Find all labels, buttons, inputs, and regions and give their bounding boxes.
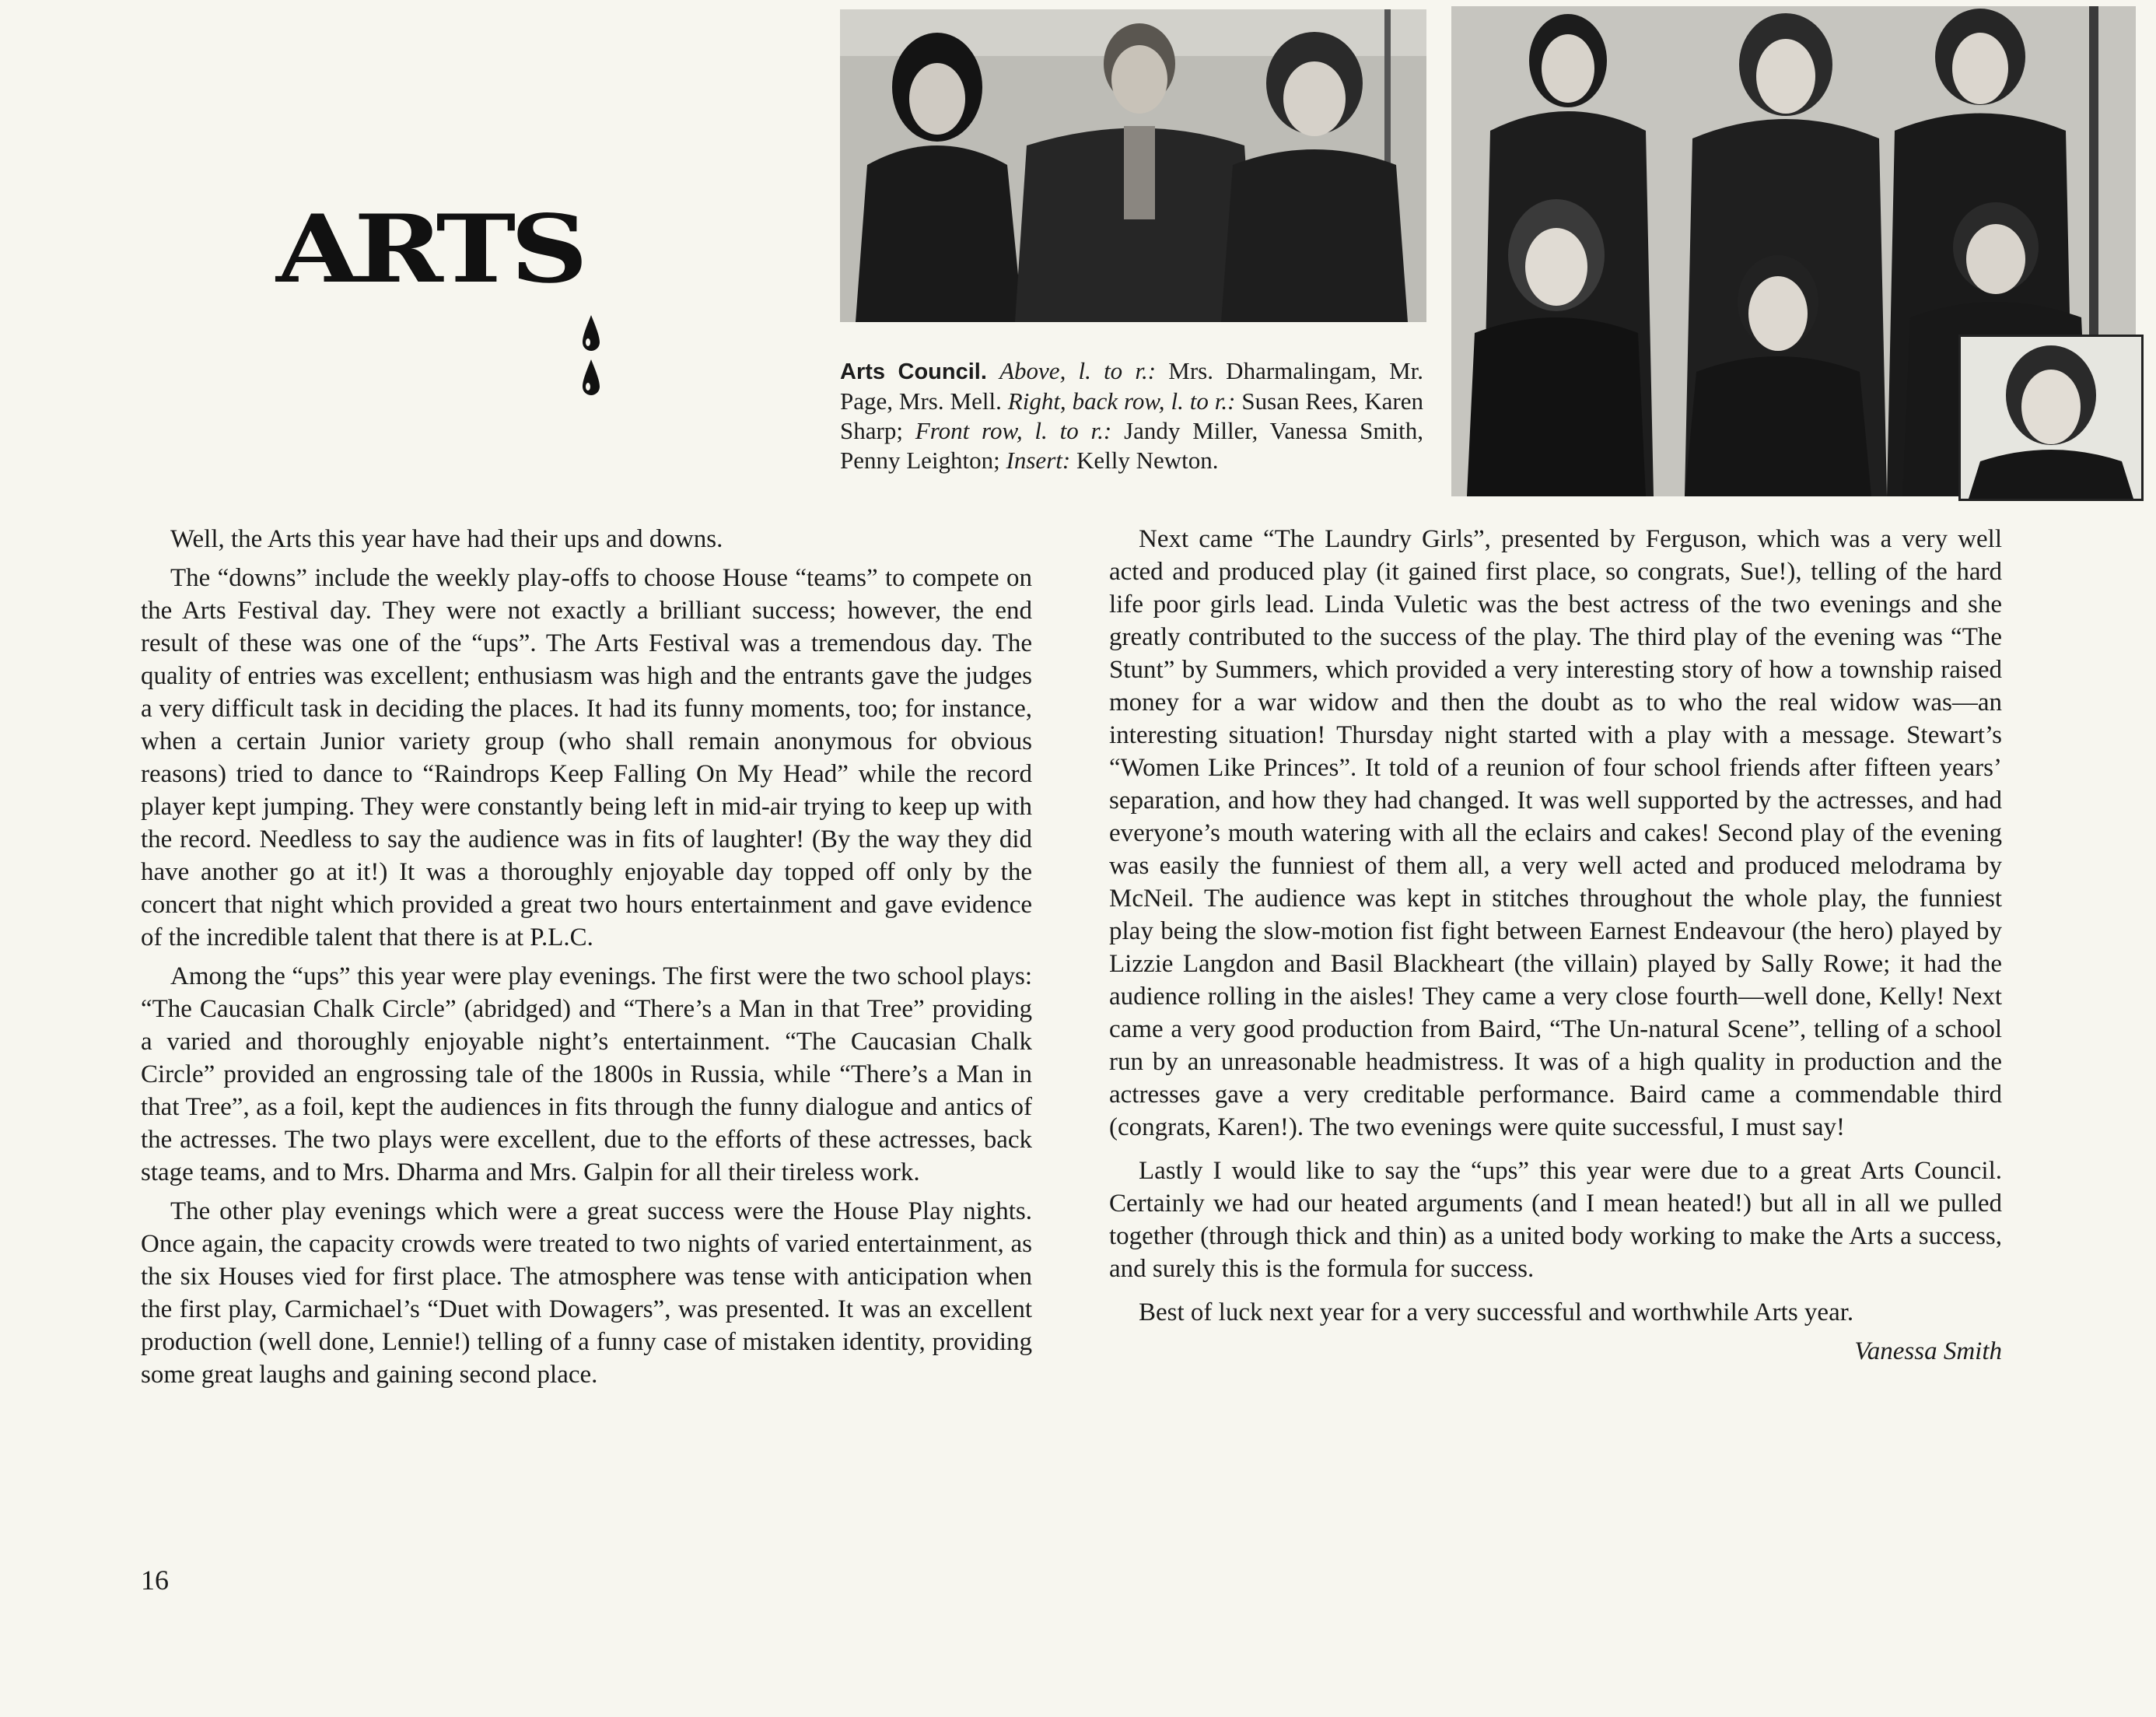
paragraph: Well, the Arts this year have had their ups and downs. xyxy=(170,525,723,553)
page-heading: ARTS xyxy=(276,194,583,304)
paragraph: Lastly I would like to say the “ups” this year were due to a great Arts Council. Certainly we had our heated arguments (and I mean heated!) but all in all we pulled together (through thick and thin) as a united body working to make the Arts a success, and surely this is the formula for success. xyxy=(1109,1157,2002,1283)
paragraph: The other play evenings which were a great success were the House Play nights. Once again, the capacity crowds were treated to two nights of varied entertainment, as the six Houses vied for first place. The atmosphere was tense with anticipation when the first play, Carmichael’s “Duet with Dowagers”, was presented. It was an excellent production (well done, Lennie!) telling of a funny case of mistaken identity, providing some great laughs and gaining second place. xyxy=(141,1197,1032,1389)
caption-front-names: Jandy Miller, Vanessa Smith, Penny Leighton; xyxy=(840,417,1423,474)
caption-lead: Arts Council. xyxy=(840,359,987,384)
paragraph: Next came “The Laundry Girls”, presented by Ferguson, which was a very well acted and produced play (it gained first place, so congrats, Sue!), telling of the hard life poor girls lead. Linda Vuletic was the best actress of the two evenings and she greatly contributed to the success of the play. The third play of the evening was “The Stunt” by Summers, which provided a very interesting story of how a township raised money for a war widow and then the doubt as to who the real widow was—an interesting situation! Thursday night started with a play with a message. Stewart’s “Women Like Princes”. It told of a reunion of four school friends after fifteen years’ separation, and how they had changed. It was well supported by the actresses, and had everyone’s mouth watering with all the eclairs and cakes! Second play of the evening was easily the funniest of them all, a very well acted and produced melodrama by McNeil. The audience was kept in stitches throughout the whole play, the funniest play being the slow-motion fist fight between Earnest Endeavour (the hero) played by Lizzie Langdon and Basil Blackheart (the villain) played by Sally Rowe; it had the audience rolling in the aisles! They came a very close fourth—well done, Kelly! Next came a very good production from Baird, “The Un-natural Scene”, telling of a school run by an unreasonable headmistress. It was of a high quality in production and the actresses gave a very creditable performance. Baird came a commendable third (congrats, Karen!). The two evenings were quite successful, I must say! xyxy=(1109,525,2002,1141)
caption-front-label: Front row, l. to r.: xyxy=(915,417,1112,444)
left-article-column xyxy=(141,523,1032,1397)
caption-above-label: Above, l. to r.: xyxy=(999,357,1157,384)
right-article-column xyxy=(1109,523,2002,1374)
page-number: 16 xyxy=(141,1565,169,1596)
caption-right-names: Susan Rees, Karen Sharp; xyxy=(840,387,1424,444)
paragraph: Among the “ups” this year were play evenings. The first were the two school plays: “The Caucasian Chalk Circle” (abridged) and “There’s a Man in that Tree” providing a varied and thoroughly enjoyable night’s entertainment. “The Caucasian Chalk Circle” provided an engrossing tale of the 1800s in Russia, while “There’s a Man in that Tree”, as a foil, kept the audiences in fits through the funny dialogue and antics of the actresses. The two plays were excellent, due to the efforts of these actresses, back stage teams, and to Mrs. Dharma and Mrs. Galpin for all their tireless work. xyxy=(141,962,1032,1186)
caption-right-label: Right, back row, l. to r.: xyxy=(1007,387,1236,415)
insert-portrait-photo xyxy=(1958,335,2144,501)
caption-insert-label: Insert: xyxy=(1006,447,1071,474)
author-signature: Vanessa Smith xyxy=(1854,1337,2002,1365)
paragraph: The “downs” include the weekly play-offs to choose House “teams” to compete on the Arts Festival day. They were not exactly a brilliant success; however, the end result of these was one of the “ups”. The Arts Festival was a tremendous day. The quality of entries was excellent; enthusiasm was high and the entrants gave the judges a very difficult task in deciding the places. It had its funny moments, too; for instance, when a certain Junior variety group (who shall remain anonymous for obvious reasons) tried to dance to “Raindrops Keep Falling On My Head” while the record player kept jumping. They were constantly being left in mid-air trying to keep up with the record. Needless to say the audience was in fits of laughter! (By the way they did have another go at it!) It was a thoroughly enjoyable day topped off only by the concert that night which provided a great two hours entertainment and gave evidence of the incredible talent that there is at P.L.C. xyxy=(141,564,1032,951)
arts-council-staff-photo xyxy=(840,9,1426,322)
paragraph: Best of luck next year for a very successful and worthwhile Arts year. xyxy=(1139,1298,1854,1326)
caption-above-names: Mrs. Dharmalingam, Mr. Page, Mrs. Mell. xyxy=(840,357,1423,415)
caption-insert-names: Kelly Newton. xyxy=(1076,447,1219,474)
ink-drip-decoration xyxy=(579,311,603,397)
photo-caption xyxy=(840,356,1423,475)
